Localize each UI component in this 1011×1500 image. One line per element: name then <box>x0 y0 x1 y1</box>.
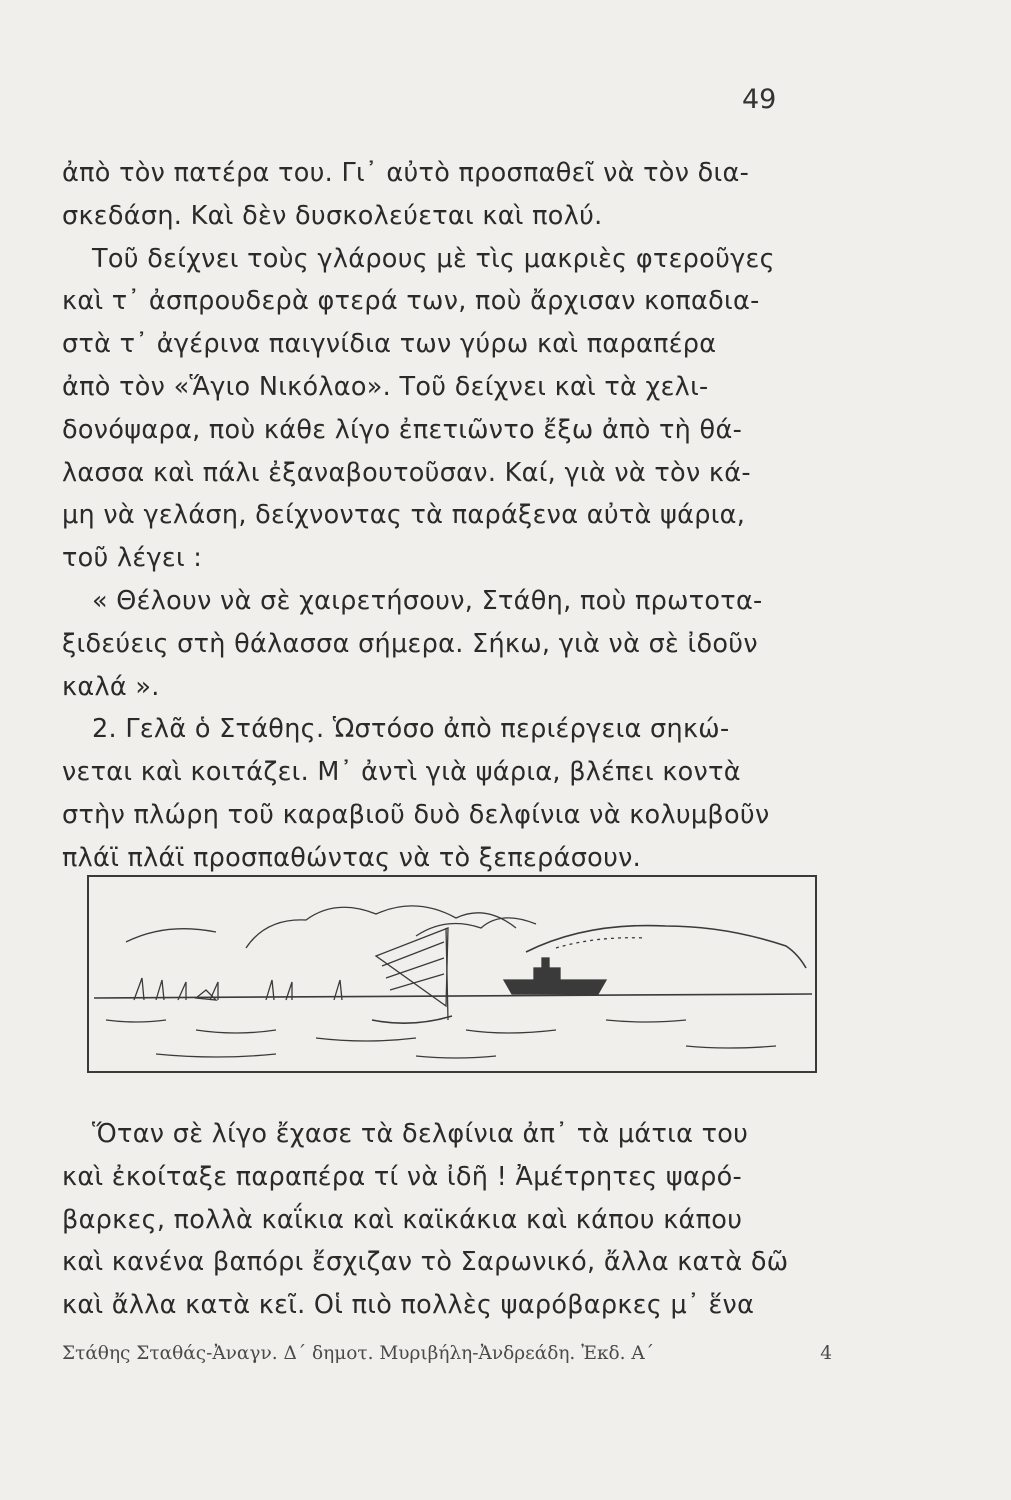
text-line: πλάϊ πλάϊ προσπαθώντας νὰ τὸ ξεπεράσουν. <box>62 842 642 873</box>
footer-sheet-number: 4 <box>820 1343 832 1364</box>
text-line: λασσα καὶ πάλι ἐξαναβουτοῦσαν. Καί, γιὰ νὰ τὸν κά- <box>62 457 751 488</box>
text-line: δονόψαρα, ποὺ κάθε λίγο ἐπετιῶντο ἔξω ἀπὸ τὴ θά- <box>62 414 743 445</box>
text-line: ἀπὸ τὸν «Ἅγιο Νικόλαο». Τοῦ δείχνει καὶ τὰ χελι- <box>62 371 709 402</box>
text-line: καὶ ἄλλα κατὰ κεῖ. Οἱ πιὸ πολλὲς ψαρόβαρκες μ᾽ ἕνα <box>62 1290 755 1321</box>
water-lines <box>106 1020 776 1058</box>
island <box>526 926 806 968</box>
page-number: 49 <box>742 84 777 115</box>
text-line: Ὅταν σὲ λίγο ἔχασε τὰ δελφίνια ἀπ᾽ τὰ μάτια του <box>92 1119 749 1149</box>
text-line: στὰ τ᾽ ἀγέρινα παιγνίδια των γύρω καὶ παραπέρα <box>62 329 717 360</box>
text-line: « Θέλουν νὰ σὲ χαιρετήσουν, Στάθη, ποὺ πρωτοτα- <box>92 585 763 616</box>
text-line: ξιδεύεις στὴ θάλασσα σήμερα. Σήκω, γιὰ νὰ σὲ ἰδοῦν <box>62 628 758 659</box>
text-line: καὶ ἐκοίταξε παραπέρα τί νὰ ἰδῆ ! Ἀμέτρητες ψαρό- <box>62 1161 743 1192</box>
text-line: καὶ κανένα βαπόρι ἔσχιζαν τὸ Σαρωνικό, ἄλλα κατὰ δῶ <box>62 1247 789 1278</box>
text-line: Τοῦ δείχνει τοὺς γλάρους μὲ τὶς μακριὲς φτεροῦγες <box>92 243 775 274</box>
text-line: καλά ». <box>62 671 160 702</box>
footer-signature: Στάθης Σταθάς-Ἀναγν. Δ΄ δημοτ. Μυριβήλη-Ἀνδρεάδη. Ἐκδ. Α΄ <box>62 1343 655 1364</box>
text-line: ἀπὸ τὸν πατέρα του. Γι᾽ αὐτὸ προσπαθεῖ νὰ τὸν δια- <box>62 158 750 188</box>
horizon-line <box>94 994 812 998</box>
text-line: βαρκες, πολλὰ καΐκια καὶ καϊκάκια καὶ κάπου κάπου <box>62 1204 743 1235</box>
text-line: σκεδάση. Καὶ δὲν δυσκολεύεται καὶ πολύ. <box>62 200 603 231</box>
sailboat <box>376 928 448 1006</box>
illustration-frame <box>88 876 816 1072</box>
sea-illustration <box>86 870 820 1100</box>
text-line: καὶ τ᾽ ἀσπρουδερὰ φτερά των, ποὺ ἄρχισαν κοπαδια- <box>62 286 760 317</box>
text-line: μη νὰ γελάση, δείχνοντας τὰ παράξενα αὐτὰ ψάρια, <box>62 500 746 531</box>
cloud <box>126 929 216 942</box>
text-line: νεται καὶ κοιτάζει. Μ᾽ ἀντὶ γιὰ ψάρια, βλέπει κοντὰ <box>62 757 741 788</box>
text-line: στὴν πλώρη τοῦ καραβιοῦ δυὸ δελφίνια νὰ κολυμβοῦν <box>62 799 770 830</box>
paragraph-bottom <box>62 1113 830 1327</box>
text-line: 2. Γελᾶ ὁ Στάθης. Ὡστόσο ἀπὸ περιέργεια σηκώ- <box>92 714 730 745</box>
paragraph-top <box>62 152 830 880</box>
steamship <box>504 980 606 994</box>
text-line: τοῦ λέγει : <box>62 543 203 574</box>
page-footer <box>62 1343 832 1364</box>
